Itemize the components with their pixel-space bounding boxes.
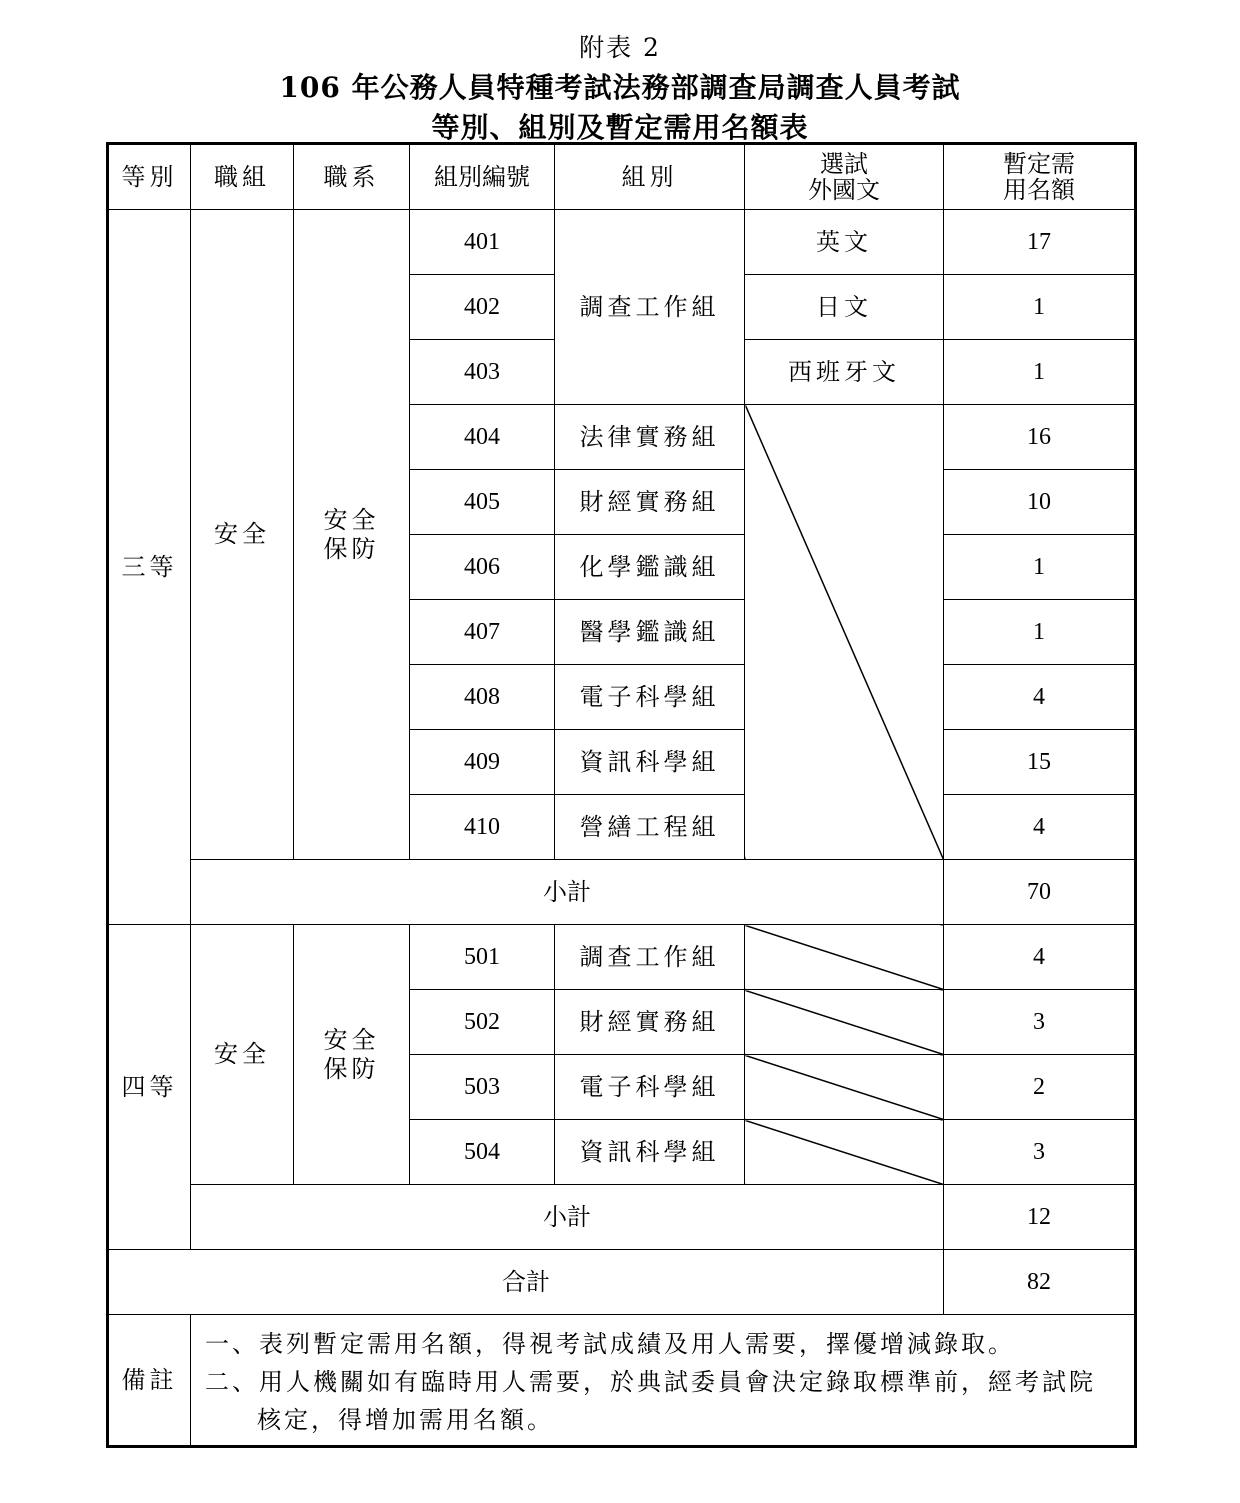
quota-table (106, 142, 1137, 1448)
level-4-job-group: 安全 (191, 925, 294, 1185)
level-3-job-group: 安全 (191, 210, 294, 860)
group-cell: 化學鑑識組 (555, 535, 745, 600)
language-cell: 英文 (745, 210, 944, 275)
level-4-job-series (294, 925, 410, 1185)
document-title: 106 年公務人員特種考試法務部調查局調查人員考試 (279, 71, 961, 104)
group-code-cell: 404 (410, 405, 555, 470)
level-3-job-series-line1: 安全 (323, 505, 380, 534)
group-code-cell: 408 (410, 665, 555, 730)
header-group: 組別 (555, 144, 745, 210)
header-quota-line1: 暫定需 (1003, 149, 1075, 178)
table-header-row (108, 144, 1136, 210)
quota-cell: 3 (944, 990, 1136, 1055)
group-code-cell: 502 (410, 990, 555, 1055)
group-cell: 調查工作組 (555, 925, 745, 990)
language-not-applicable-cell (745, 1055, 944, 1120)
group-code-cell: 501 (410, 925, 555, 990)
language-not-applicable-cell (745, 405, 944, 860)
header-language-line2: 外國文 (808, 176, 880, 204)
notes-label: 備註 (108, 1315, 191, 1447)
group-code-cell: 406 (410, 535, 555, 600)
group-code-cell: 409 (410, 730, 555, 795)
header-level: 等別 (108, 144, 191, 210)
language-not-applicable-cell (745, 1120, 944, 1185)
total-label: 合計 (108, 1250, 944, 1315)
quota-cell: 17 (944, 210, 1136, 275)
group-cell: 財經實務組 (555, 470, 745, 535)
table-row (108, 925, 1136, 990)
subtotal-label: 小計 (191, 1185, 944, 1250)
group-cell: 資訊科學組 (555, 1120, 745, 1185)
language-cell: 日文 (745, 275, 944, 340)
appendix-label: 附表 2 (579, 33, 661, 62)
group-cell: 電子科學組 (555, 1055, 745, 1120)
investigation-group-cell: 調查工作組 (555, 210, 745, 405)
quota-cell: 3 (944, 1120, 1136, 1185)
level-4-cell: 四等 (108, 925, 191, 1250)
level-3-job-series-line2: 保防 (323, 534, 380, 563)
notes-cell (191, 1315, 1136, 1447)
quota-cell: 1 (944, 340, 1136, 405)
header-quota (944, 144, 1136, 210)
header-job-series: 職系 (294, 144, 410, 210)
quota-cell: 10 (944, 470, 1136, 535)
notes-row (108, 1315, 1136, 1447)
group-code-cell: 410 (410, 795, 555, 860)
language-not-applicable-cell (745, 925, 944, 990)
quota-cell: 1 (944, 600, 1136, 665)
language-not-applicable-cell (745, 990, 944, 1055)
quota-cell: 16 (944, 405, 1136, 470)
group-cell: 法律實務組 (555, 405, 745, 470)
quota-cell: 4 (944, 665, 1136, 730)
table-row (108, 210, 1136, 275)
header-quota-line2: 用名額 (1003, 176, 1075, 204)
total-value: 82 (944, 1250, 1136, 1315)
group-cell: 營繕工程組 (555, 795, 745, 860)
quota-cell: 1 (944, 535, 1136, 600)
header-language (745, 144, 944, 210)
group-code-cell: 401 (410, 210, 555, 275)
group-cell: 電子科學組 (555, 665, 745, 730)
level-3-cell: 三等 (108, 210, 191, 925)
level-4-job-series-line1: 安全 (323, 1025, 380, 1054)
group-code-cell: 403 (410, 340, 555, 405)
note-item: 二、用人機關如有臨時用人需要，於典試委員會決定錄取標準前，經考試院 (205, 1368, 1096, 1396)
group-cell: 醫學鑑識組 (555, 600, 745, 665)
header-group-code: 組別編號 (410, 144, 555, 210)
subtotal-row (108, 860, 1136, 925)
subtotal-label: 小計 (191, 860, 944, 925)
language-cell: 西班牙文 (745, 340, 944, 405)
group-code-cell: 504 (410, 1120, 555, 1185)
subtotal-row (108, 1185, 1136, 1250)
group-code-cell: 407 (410, 600, 555, 665)
group-code-cell: 402 (410, 275, 555, 340)
group-code-cell: 405 (410, 470, 555, 535)
document-subtitle: 等別、組別及暫定需用名額表 (431, 111, 809, 144)
group-code-cell: 503 (410, 1055, 555, 1120)
header-language-line1: 選試 (820, 149, 868, 178)
note-item-continuation: 核定，得增加需用名額。 (257, 1406, 554, 1434)
level-3-job-series (294, 210, 410, 860)
quota-cell: 4 (944, 795, 1136, 860)
quota-cell: 15 (944, 730, 1136, 795)
level-4-job-series-line2: 保防 (323, 1054, 380, 1083)
quota-cell: 2 (944, 1055, 1136, 1120)
quota-cell: 4 (944, 925, 1136, 990)
subtotal-value: 12 (944, 1185, 1136, 1250)
total-row (108, 1250, 1136, 1315)
note-item: 一、表列暫定需用名額，得視考試成績及用人需要，擇優增減錄取。 (205, 1330, 1015, 1358)
group-cell: 資訊科學組 (555, 730, 745, 795)
header-job-group: 職組 (191, 144, 294, 210)
quota-cell: 1 (944, 275, 1136, 340)
group-cell: 財經實務組 (555, 990, 745, 1055)
subtotal-value: 70 (944, 860, 1136, 925)
